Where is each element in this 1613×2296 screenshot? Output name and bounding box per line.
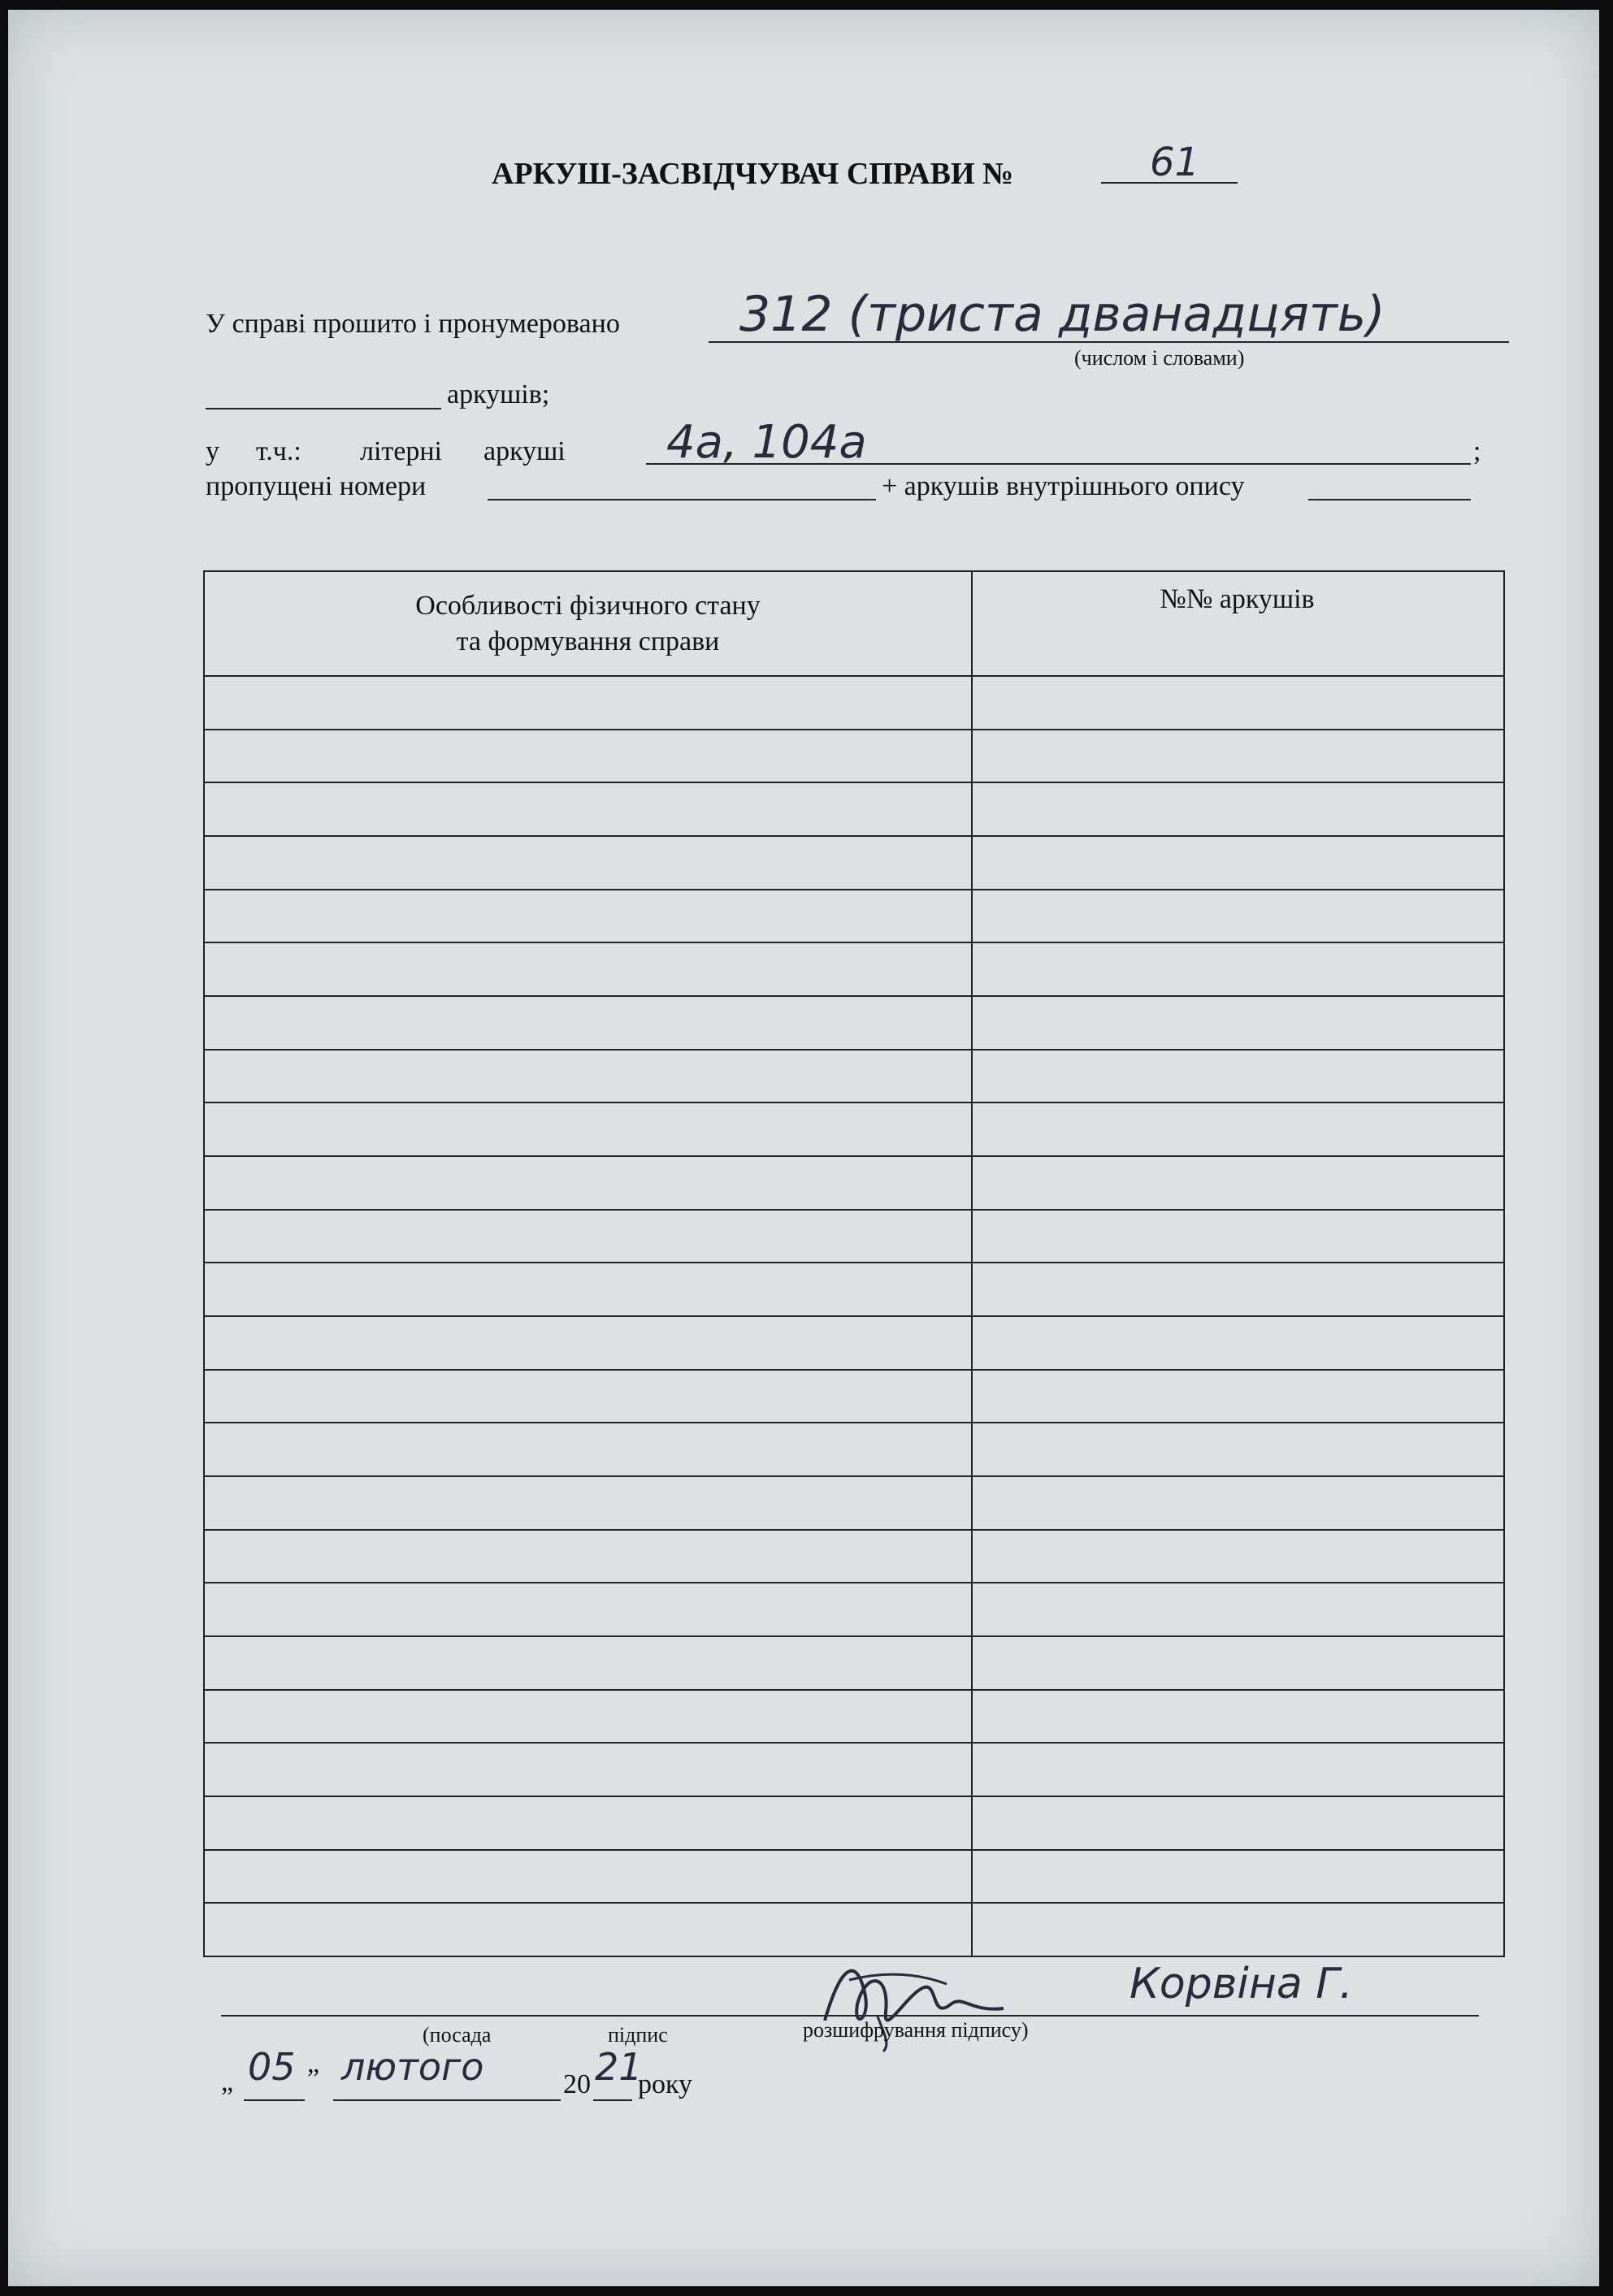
incl-label-4: аркуші [483,436,566,466]
letter-sheets-end: ; [1473,436,1481,466]
table-row [205,1262,1503,1263]
table-row [205,1422,1503,1423]
table-row [205,1902,1503,1904]
count-handwritten: 312 (триста дванадцять) [739,286,1385,343]
table-row [205,1315,1503,1317]
table-row [205,782,1503,783]
table-row [205,889,1503,890]
signature-name-handwritten: Корвіна Г. [1130,1960,1353,2008]
incl-label-2: т.ч.: [256,436,301,466]
table-row [205,729,1503,730]
missing-line [488,499,876,500]
table-row [205,1849,1503,1851]
case-number-handwritten: 61 [1150,140,1200,185]
date-quote-close: ” [307,2064,320,2094]
date-month-handwritten: лютого [341,2045,484,2089]
table-row [205,942,1503,943]
table-row [205,1155,1503,1157]
date-year-line [593,2099,632,2101]
date-year-handwritten: 21 [595,2045,643,2089]
table-row [205,1209,1503,1211]
col1-header-line1: Особливості фізичного стану [415,591,761,621]
col1-header-line2: та формування справи [456,626,720,656]
table-row [205,1689,1503,1691]
document-sheet [8,10,1599,2286]
column-divider [971,572,973,1956]
count-hint: (числом і словами) [1074,346,1245,370]
date-suffix: року [638,2069,693,2099]
sheets-line [206,408,441,409]
table-row [205,1102,1503,1103]
date-quote-open: „ [221,2067,234,2097]
caption-decode: розшифрування підпису) [803,2018,1029,2042]
title-text: АРКУШ-ЗАСВІДЧУВАЧ СПРАВИ № [492,157,1014,191]
date-year-prefix: 20 [563,2069,591,2099]
table-row [205,1369,1503,1371]
table-row [205,675,1503,677]
table-row [205,995,1503,997]
caption-sign: підпис [608,2023,668,2047]
page-title [492,156,1013,192]
missing-label: пропущені номери [206,471,427,501]
table-row [205,1049,1503,1051]
sheets-label: аркушів; [447,379,550,409]
caption-position: (посада [423,2023,492,2047]
table-row [205,1635,1503,1637]
date-day-handwritten: 05 [248,2045,296,2089]
table-row [205,1796,1503,1797]
table-row [205,1475,1503,1477]
table-row [205,1582,1503,1583]
col2-header: №№ аркушів [1160,584,1315,614]
date-month-line [333,2099,561,2101]
inner-inventory-label: + аркушів внутрішнього опису [882,471,1245,501]
stitched-label: У справі прошито і пронумеровано [206,309,620,339]
date-day-line [244,2099,305,2101]
letter-sheets-handwritten: 4а, 104а [666,416,867,469]
table-row [205,1529,1503,1531]
table-row [205,835,1503,837]
table-row [205,1742,1503,1744]
col1-header [205,588,971,660]
condition-table [203,570,1505,1957]
inner-inventory-line [1308,499,1471,500]
incl-label-3: літерні [360,436,443,466]
incl-label-1: у [206,436,219,466]
